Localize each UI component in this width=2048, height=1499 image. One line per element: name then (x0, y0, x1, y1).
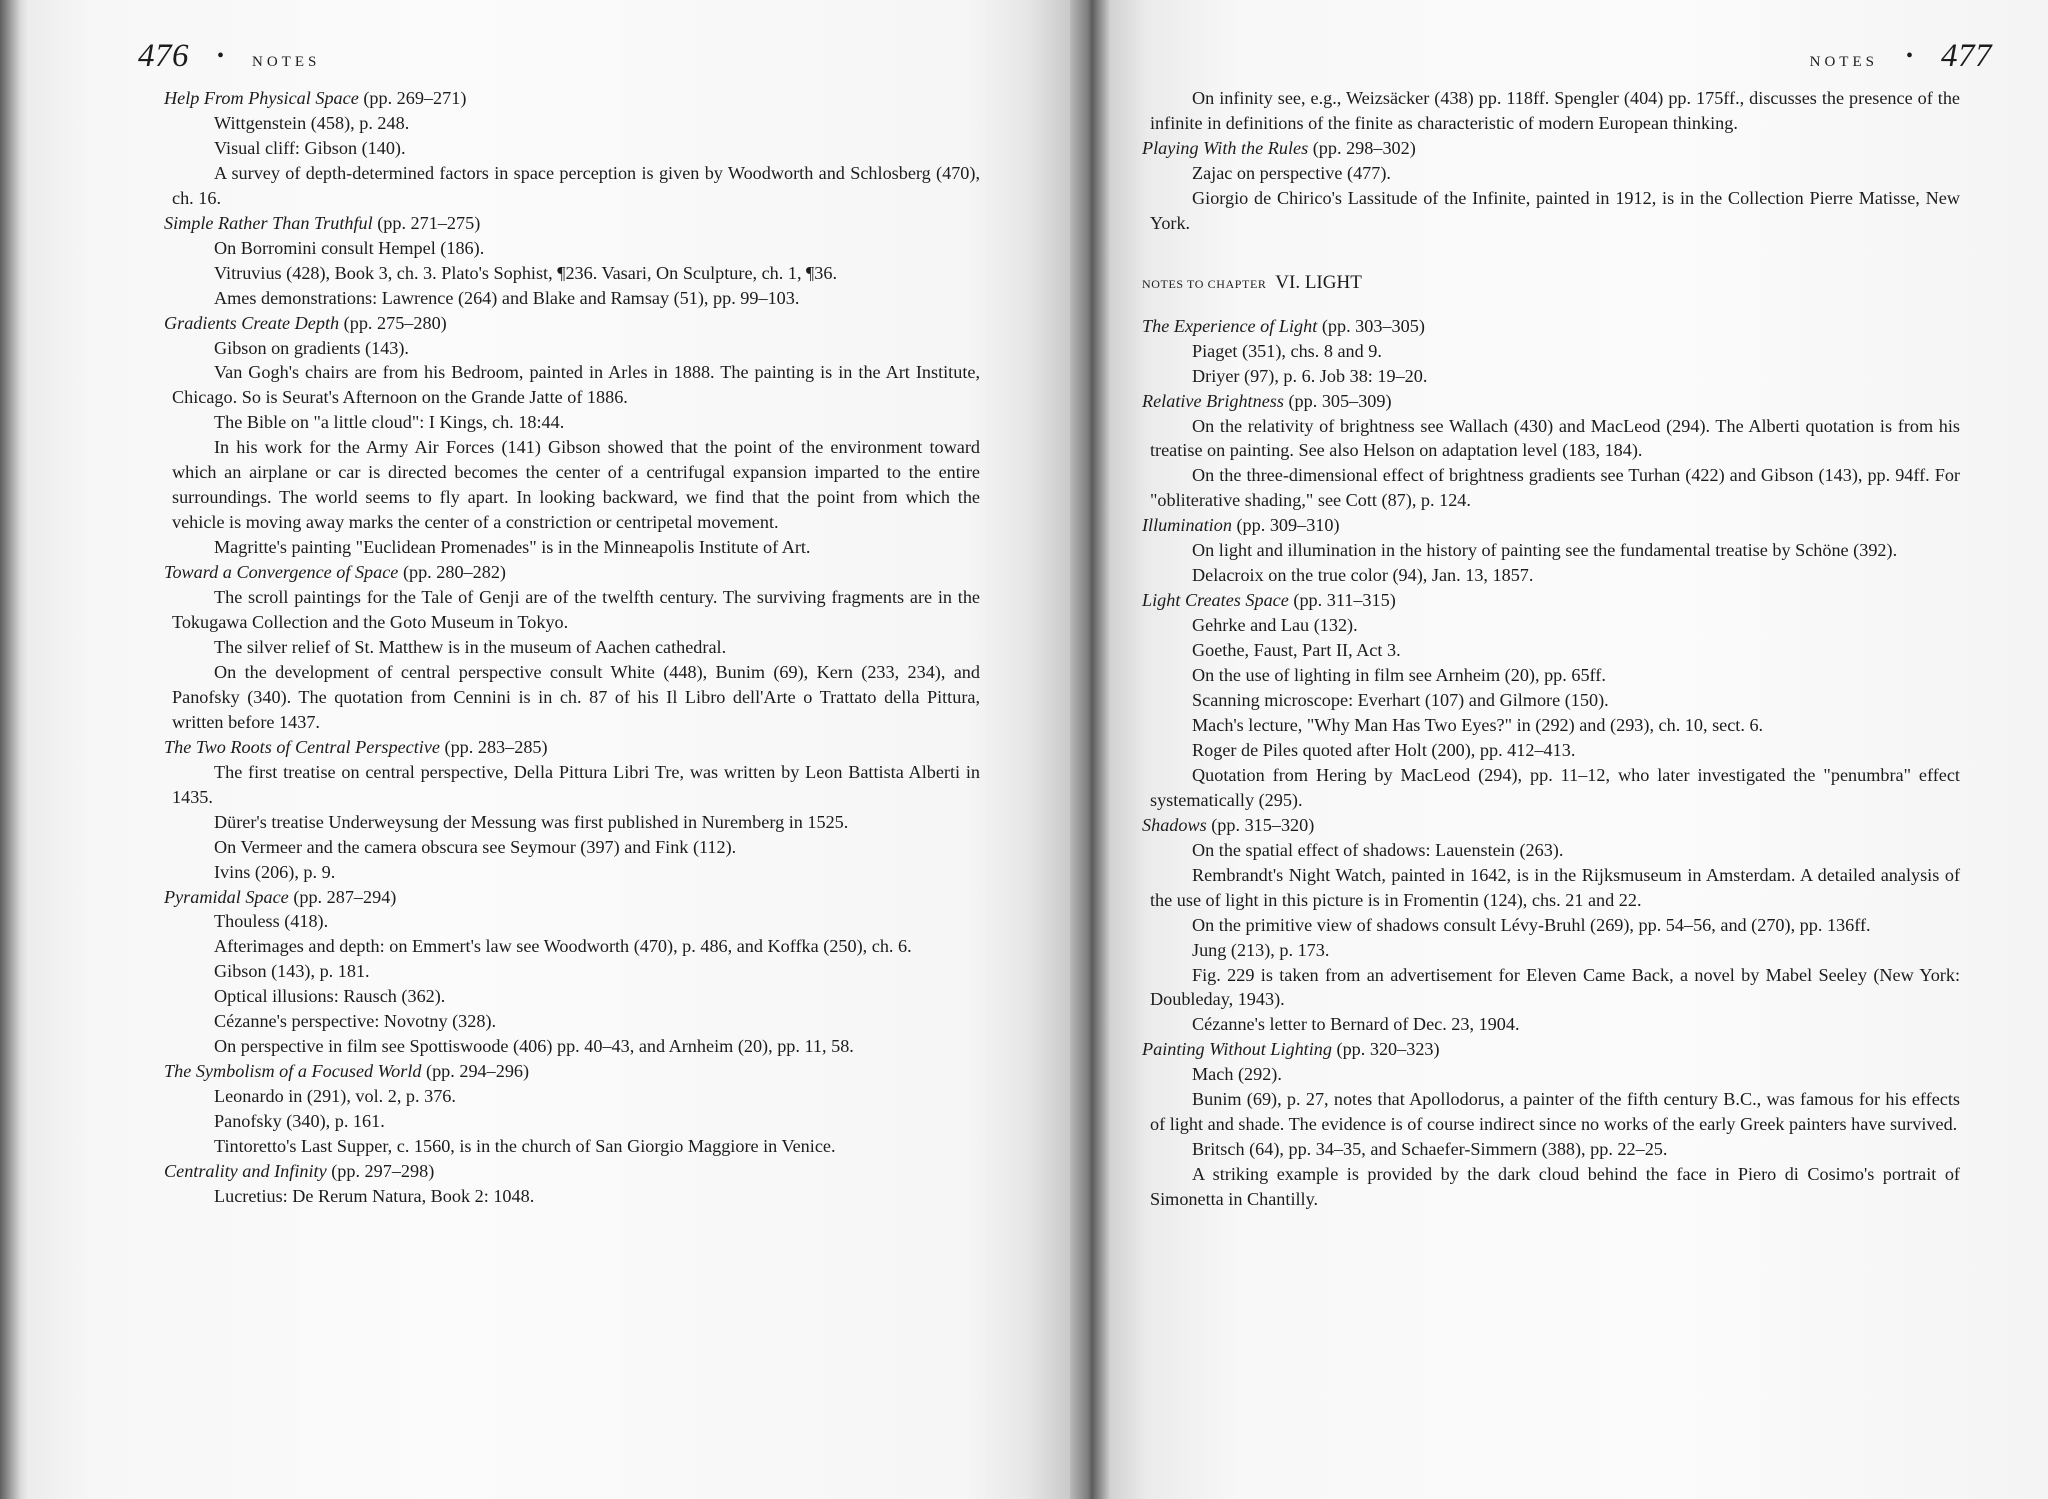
section-page-range: (pp. 309–310) (1231, 515, 1340, 536)
section-title-text: The Experience of Light (1142, 315, 1318, 336)
running-head-right: NOTES (1809, 54, 1878, 70)
section-title (1142, 136, 1960, 161)
section-title-text: Illumination (1142, 515, 1232, 536)
note-paragraph: On light and illumination in the history of painting see the fundamental treatise by Schöne (392). (1192, 540, 1898, 561)
section-page-range: (pp. 280–282) (398, 562, 506, 583)
note-paragraph: In his work for the Army Air Forces (141) Gibson showed that the point of the environment toward which an airplane or car is directed becomes the center of a centrifugal expansion imparted to the entire surroundings. The world seems to fly apart. In looking backward, we find that the point from which the vehicle is moving away marks the center of a constriction or centripetal movement. (172, 437, 980, 533)
book-gutter (1070, 0, 1110, 1499)
note-paragraph: Cézanne's letter to Bernard of Dec. 23, 1904. (1192, 1014, 1520, 1035)
section-title-text: Gradients Create Depth (164, 312, 340, 333)
section-title (164, 735, 980, 760)
chapter-heading-prefix: NOTES TO CHAPTER (1142, 276, 1267, 291)
note-paragraph: On the spatial effect of shadows: Lauenstein (263). (1192, 839, 1564, 860)
note-paragraph: Gibson on gradients (143). (214, 337, 409, 358)
section-title-text: Pyramidal Space (164, 886, 289, 907)
section-title (164, 211, 980, 236)
note-paragraph: Optical illusions: Rausch (362). (214, 986, 446, 1007)
note-paragraph: Gehrke and Lau (132). (1192, 615, 1358, 636)
section-title (1142, 389, 1960, 414)
right-notes-column (1142, 86, 1960, 1212)
section-title (164, 1059, 980, 1084)
note-paragraph: Gibson (143), p. 181. (214, 961, 370, 982)
section-title-text: Light Creates Space (1142, 590, 1289, 611)
section-page-range: (pp. 320–323) (1331, 1039, 1440, 1060)
section-page-range: (pp. 311–315) (1288, 590, 1396, 611)
note-paragraph: Jung (213), p. 173. (1192, 939, 1330, 960)
section-page-range: (pp. 283–285) (439, 736, 548, 757)
section-title (1142, 314, 1960, 339)
running-head-left: NOTES (252, 54, 321, 70)
chapter-number: VI. (1275, 271, 1301, 293)
note-paragraph: On Borromini consult Hempel (186). (214, 237, 485, 258)
note-paragraph: Tintoretto's Last Supper, c. 1560, is in the church of San Giorgio Maggiore in Venice. (214, 1136, 836, 1157)
right-page-header (1810, 38, 1992, 78)
section-page-range: (pp. 275–280) (339, 312, 447, 333)
section-title-text: The Two Roots of Central Perspective (164, 736, 440, 757)
note-paragraph: Zajac on perspective (477). (1192, 162, 1391, 183)
section-title-text: Toward a Convergence of Space (164, 562, 399, 583)
chapter-heading (1142, 271, 1960, 296)
section-page-range: (pp. 298–302) (1308, 137, 1416, 158)
note-paragraph: Delacroix on the true color (94), Jan. 13, 1857. (1192, 565, 1534, 586)
section-title (1142, 1037, 1960, 1062)
section-page-range: (pp. 297–298) (326, 1160, 435, 1181)
section-title (164, 86, 980, 111)
note-paragraph: Goethe, Faust, Part II, Act 3. (1192, 640, 1401, 661)
note-paragraph: Rembrandt's Night Watch, painted in 1642, is in the Rijksmuseum in Amsterdam. A detailed analysis of the use of light in this picture is in Fromentin (124), chs. 21 and 22. (1150, 864, 1960, 910)
note-paragraph: Piaget (351), chs. 8 and 9. (1192, 340, 1382, 361)
note-paragraph: The Bible on "a little cloud": I Kings, ch. 18:44. (214, 412, 565, 433)
chapter-entries (1142, 314, 1960, 1212)
note-paragraph: A survey of depth-determined factors in space perception is given by Woodworth and Schlosberg (470), ch. 16. (172, 162, 980, 208)
note-paragraph: Quotation from Hering by MacLeod (294), pp. 11–12, who later investigated the "penumbra" effect systematically (295). (1150, 764, 1960, 810)
section-title (164, 311, 980, 336)
note-paragraph: On the use of lighting in film see Arnheim (20), pp. 65ff. (1192, 665, 1606, 686)
header-separator-dot: • (217, 45, 225, 67)
note-paragraph: Ames demonstrations: Lawrence (264) and Blake and Ramsay (51), pp. 99–103. (214, 287, 800, 308)
section-page-range: (pp. 303–305) (1317, 315, 1425, 336)
note-paragraph: On infinity see, e.g., Weizsäcker (438) pp. 118ff. Spengler (404) pp. 175ff., discusses the presence of the infinite in definitions of the finite as characteristic of modern European thinking. (1150, 88, 1960, 133)
note-paragraph: The first treatise on central perspective, Della Pittura Libri Tre, was written by Leon Battista Alberti in 1435. (172, 761, 980, 807)
note-paragraph: On the primitive view of shadows consult Lévy-Bruhl (269), pp. 54–56, and (270), pp. 136ff. (1192, 914, 1871, 935)
section-title-text: Simple Rather Than Truthful (164, 212, 373, 233)
entries-before-chapter (1142, 136, 1960, 236)
book-edge-left (0, 0, 30, 1499)
note-paragraph: On the relativity of brightness see Wallach (430) and MacLeod (294). The Alberti quotation is from his treatise on painting. See also Helson on adaptation level (183, 184). (1150, 415, 1960, 461)
section-title-text: The Symbolism of a Focused World (164, 1061, 422, 1082)
continued-notes (1150, 86, 1960, 136)
section-title-text: Painting Without Lighting (1142, 1039, 1332, 1060)
section-title-text: Help From Physical Space (164, 88, 359, 108)
note-paragraph: Afterimages and depth: on Emmert's law see Woodworth (470), p. 486, and Koffka (250), ch. 6. (214, 936, 912, 957)
note-paragraph: Magritte's painting "Euclidean Promenades" is in the Minneapolis Institute of Art. (214, 537, 811, 558)
note-paragraph: Bunim (69), p. 27, notes that Apollodorus, a painter of the fifth century B.C., was famous for his effects of light and shade. The evidence is of course indirect since no works of the early Greek painters have survived. (1150, 1089, 1960, 1135)
note-paragraph: Visual cliff: Gibson (140). (214, 137, 406, 158)
note-paragraph: Vitruvius (428), Book 3, ch. 3. Plato's Sophist, ¶236. Vasari, On Sculpture, ch. 1, ¶36. (214, 262, 838, 283)
section-title (164, 885, 980, 910)
section-title-text: Playing With the Rules (1142, 137, 1309, 158)
note-paragraph: Cézanne's perspective: Novotny (328). (214, 1011, 497, 1032)
note-paragraph: Fig. 229 is taken from an advertisement for Eleven Came Back, a novel by Mabel Seeley (New York: Doubleday, 1943). (1150, 964, 1960, 1010)
note-paragraph: Lucretius: De Rerum Natura, Book 2: 1048. (214, 1185, 535, 1206)
section-page-range: (pp. 294–296) (421, 1061, 530, 1082)
note-paragraph: A striking example is provided by the dark cloud behind the face in Piero di Cosimo's portrait of Simonetta in Chantilly. (1150, 1164, 1960, 1210)
section-title (164, 1159, 980, 1184)
section-title (1142, 588, 1960, 613)
section-title-text: Centrality and Infinity (164, 1160, 327, 1181)
note-paragraph: Mach's lecture, "Why Man Has Two Eyes?" in (292) and (293), ch. 10, sect. 6. (1192, 714, 1764, 735)
section-title (1142, 513, 1960, 538)
section-page-range: (pp. 287–294) (288, 886, 397, 907)
header-separator-dot: • (1905, 45, 1913, 67)
note-paragraph: Giorgio de Chirico's Lassitude of the Infinite, painted in 1912, is in the Collection Pierre Matisse, New York. (1150, 187, 1960, 233)
note-paragraph: The silver relief of St. Matthew is in the museum of Aachen cathedral. (214, 636, 727, 657)
chapter-title: LIGHT (1304, 271, 1362, 293)
section-title (164, 560, 980, 585)
section-title-text: Shadows (1142, 814, 1207, 835)
note-paragraph: Roger de Piles quoted after Holt (200), pp. 412–413. (1192, 739, 1576, 760)
left-notes-column (164, 86, 980, 1209)
note-paragraph: Britsch (64), pp. 34–35, and Schaefer-Simmern (388), pp. 22–25. (1192, 1139, 1668, 1160)
note-paragraph: Panofsky (340), p. 161. (214, 1111, 385, 1132)
left-page-header (138, 38, 320, 78)
section-page-range: (pp. 305–309) (1283, 390, 1392, 411)
note-paragraph: On the three-dimensional effect of brightness gradients see Turhan (422) and Gibson (143), pp. 94ff. For "obliterative shading," see Cott (87), p. 124. (1150, 465, 1960, 511)
page-number-right: 477 (1941, 38, 1992, 74)
note-paragraph: Scanning microscope: Everhart (107) and Gilmore (150). (1192, 690, 1609, 711)
note-paragraph: Thouless (418). (214, 911, 329, 932)
note-paragraph: Leonardo in (291), vol. 2, p. 376. (214, 1086, 456, 1107)
section-page-range: (pp. 315–320) (1206, 814, 1315, 835)
section-page-range: (pp. 271–275) (372, 212, 481, 233)
note-paragraph: On perspective in film see Spottiswoode (406) pp. 40–43, and Arnheim (20), pp. 11, 58. (214, 1036, 854, 1057)
section-page-range: (pp. 269–271) (358, 88, 467, 108)
note-paragraph: On Vermeer and the camera obscura see Seymour (397) and Fink (112). (214, 836, 737, 857)
section-title (1142, 813, 1960, 838)
note-paragraph: Van Gogh's chairs are from his Bedroom, painted in Arles in 1888. The painting is in the Art Institute, Chicago. So is Seurat's Afternoon on the Grande Jatte of 1886. (172, 362, 980, 408)
note-paragraph: Driyer (97), p. 6. Job 38: 19–20. (1192, 365, 1428, 386)
page-number-left: 476 (138, 38, 189, 74)
note-paragraph: On the development of central perspective consult White (448), Bunim (69), Kern (233, 234), and Panofsky (340). The quotation from Cennini is in ch. 87 of his Il Libro dell'Arte o Trattato della Pittura, written before 1437. (172, 661, 980, 732)
note-paragraph: Mach (292). (1192, 1064, 1282, 1085)
note-paragraph: The scroll paintings for the Tale of Genji are of the twelfth century. The surviving fragments are in the Tokugawa Collection and the Goto Museum in Tokyo. (172, 587, 980, 633)
section-title-text: Relative Brightness (1142, 390, 1284, 411)
note-paragraph: Ivins (206), p. 9. (214, 861, 336, 882)
note-paragraph: Wittgenstein (458), p. 248. (214, 112, 410, 133)
note-paragraph: Dürer's treatise Underweysung der Messung was first published in Nuremberg in 1525. (214, 811, 849, 832)
